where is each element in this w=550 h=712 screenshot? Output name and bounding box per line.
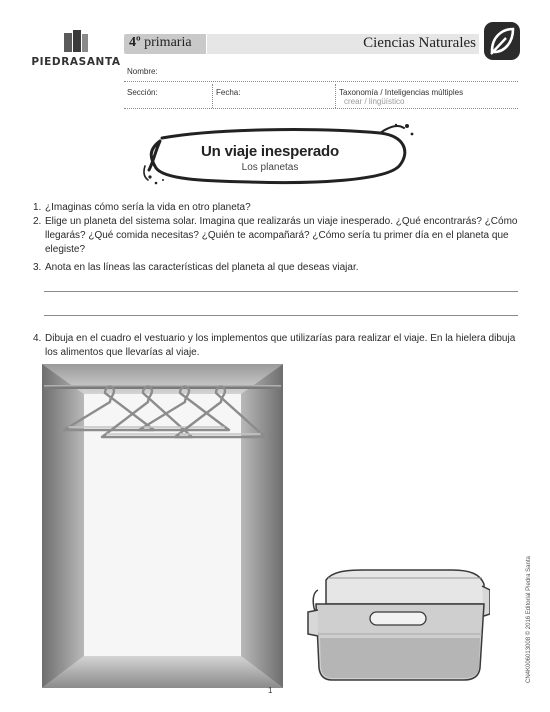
wardrobe-drawing-box[interactable] (42, 364, 283, 688)
book-logo-icon (62, 30, 90, 54)
leaf-icon (484, 22, 520, 60)
publisher-logo (30, 30, 122, 70)
name-label: Nombre: (127, 67, 158, 76)
worksheet-subtitle: Los planetas (241, 162, 299, 173)
form-bottom-line (124, 108, 518, 109)
name-line[interactable] (124, 81, 518, 82)
subject-bar (207, 34, 479, 54)
grade-number: 4º (129, 35, 141, 50)
writing-line[interactable] (44, 291, 518, 292)
question-number: 3. (33, 262, 42, 273)
question-item (33, 332, 518, 360)
grade-bar (124, 34, 206, 54)
question-number: 4. (33, 333, 42, 344)
question-item (33, 201, 518, 215)
brand-name: PIEDRASANTA (31, 56, 121, 68)
question-text: Elige un planeta del sistema solar. Imagina que realizarás un viaje inesperado. ¿Qué encontrarás? ¿Cómo llegarás? ¿Qué comida necesitas? ¿Quién te acompañará? ¿Cómo sería tu primer día en el planeta que elegiste? (45, 216, 518, 255)
grade-level: primaria (144, 35, 192, 50)
title-banner (142, 122, 418, 190)
date-label: Fecha: (216, 88, 241, 97)
question-text: Dibuja en el cuadro el vestuario y los implementos que utilizarías para realizar el viaje. En la hielera dibuja los alimentos que llevarías al viaje. (45, 333, 516, 358)
question-text: ¿Imaginas cómo sería la vida en otro planeta? (45, 202, 251, 213)
field-divider (212, 84, 213, 108)
leaf-icon-box (484, 22, 520, 60)
worksheet-title: Un viaje inesperado (201, 143, 339, 160)
subject-title: Ciencias Naturales (363, 35, 476, 51)
grade-label (129, 35, 192, 51)
cooler-icon[interactable] (304, 564, 490, 686)
question-text: Anota en las líneas las características del planeta al que deseas viajar. (45, 262, 359, 273)
taxonomy-value: crear / lingüístico (344, 97, 405, 106)
question-number: 1. (33, 202, 42, 213)
field-divider (335, 84, 336, 108)
section-label: Sección: (127, 88, 158, 97)
copyright-credit: CN4K006013008 © 2016 Editorial Piedra Santa (526, 556, 532, 683)
writing-line[interactable] (44, 315, 518, 316)
question-item (33, 261, 518, 275)
question-item (33, 215, 518, 257)
question-number: 2. (33, 216, 42, 227)
taxonomy-label: Taxonomía / Inteligencias múltiples (339, 88, 464, 97)
page-number: 1 (268, 686, 273, 695)
